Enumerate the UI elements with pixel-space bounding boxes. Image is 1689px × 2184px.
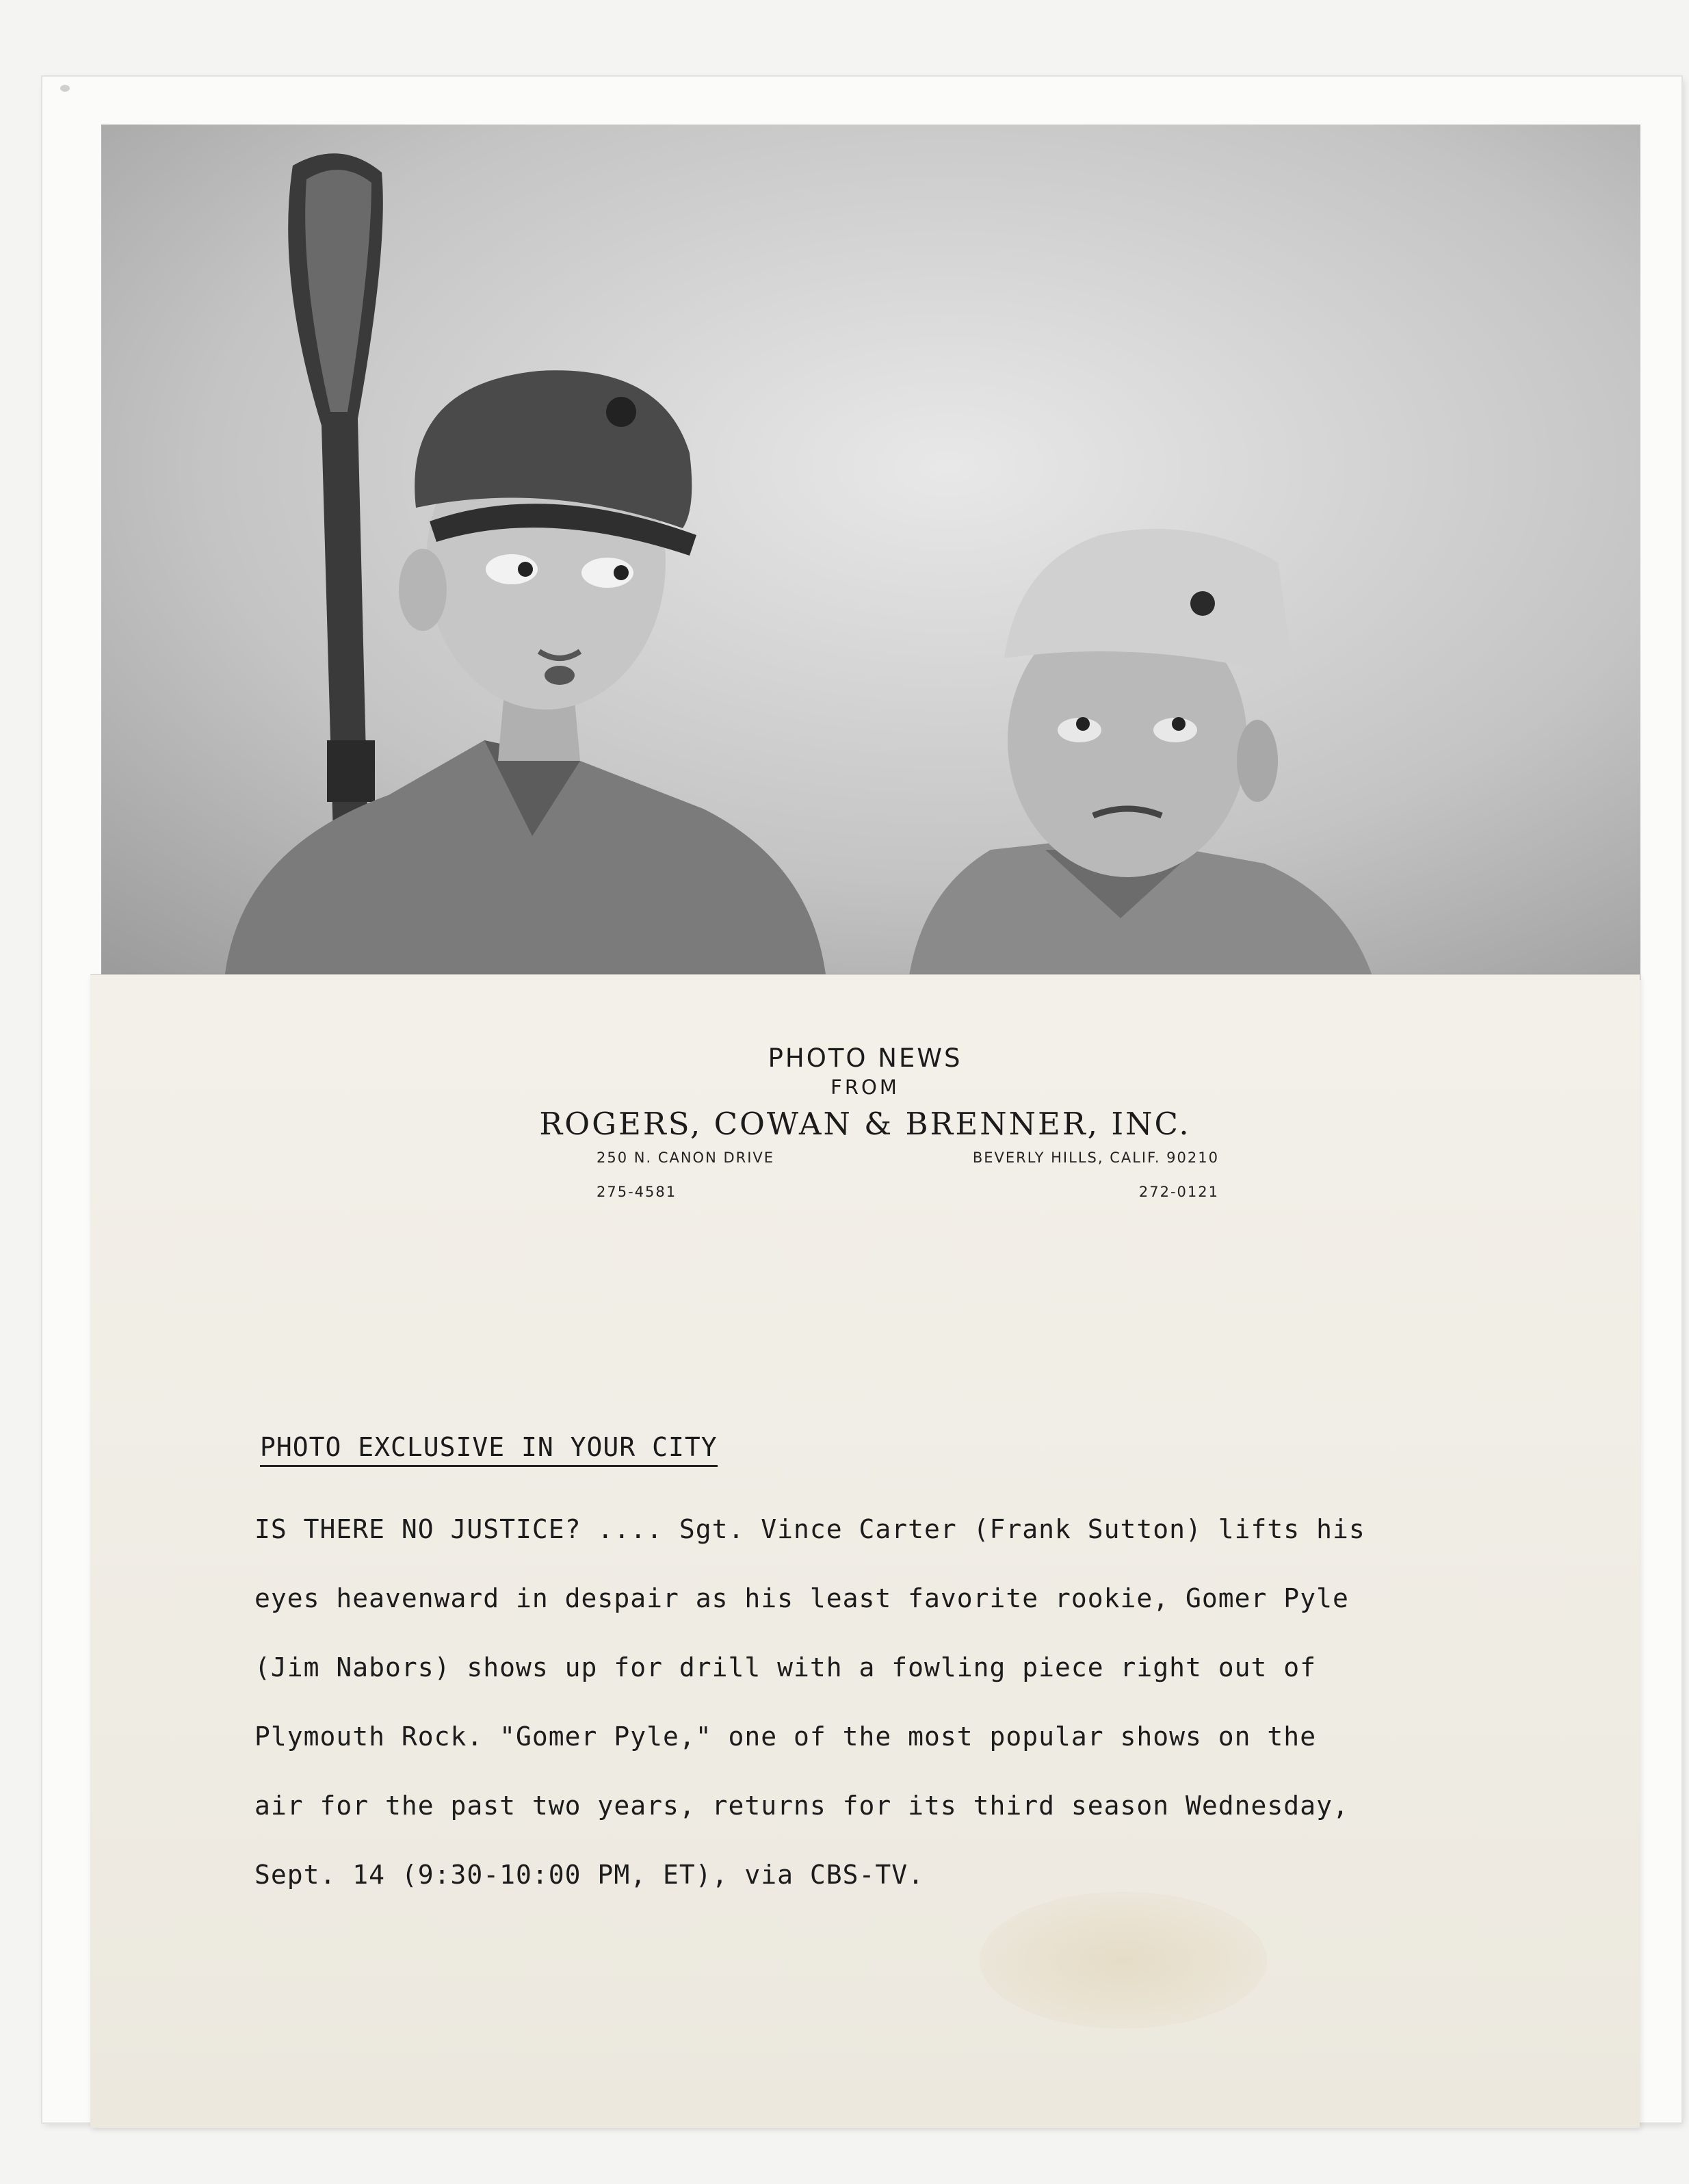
letterhead-address-row [597, 1149, 1219, 1166]
caption-body [254, 1495, 1554, 1910]
letterhead-from: FROM [830, 1076, 900, 1099]
letterhead-company: ROGERS, COWAN & BRENNER, INC. [539, 1106, 1191, 1142]
letterhead-address: 250 N. CANON DRIVE [597, 1149, 775, 1166]
paper-stain [980, 1892, 1267, 2029]
letterhead-phone-row [597, 1184, 1219, 1200]
letterhead-phone-right: 272-0121 [1138, 1184, 1219, 1200]
caption-line: air for the past two years, returns for its third season Wednesday, [254, 1791, 1349, 1821]
publicity-photograph [101, 125, 1640, 980]
caption-line: IS THERE NO JUSTICE? .... Sgt. Vince Carter (Frank Sutton) lifts his [254, 1514, 1365, 1544]
photo-illustration [101, 125, 1640, 980]
letterhead-city: BEVERLY HILLS, CALIF. 90210 [972, 1149, 1219, 1166]
caption-line: eyes heavenward in despair as his least favorite rookie, Gomer Pyle [254, 1583, 1349, 1613]
caption-line: Plymouth Rock. "Gomer Pyle," one of the most popular shows on the [254, 1721, 1317, 1752]
letterhead-title: PHOTO NEWS [768, 1043, 963, 1073]
caption-heading: PHOTO EXCLUSIVE IN YOUR CITY [260, 1432, 718, 1467]
caption-line: (Jim Nabors) shows up for drill with a fowling piece right out of [254, 1652, 1317, 1682]
caption-line: Sept. 14 (9:30-10:00 PM, ET), via CBS-TV. [254, 1860, 924, 1890]
letterhead [90, 1043, 1640, 1142]
letterhead-phone-left: 275-4581 [597, 1184, 677, 1200]
pin-hole [60, 85, 70, 92]
caption-sheet [90, 975, 1640, 2128]
